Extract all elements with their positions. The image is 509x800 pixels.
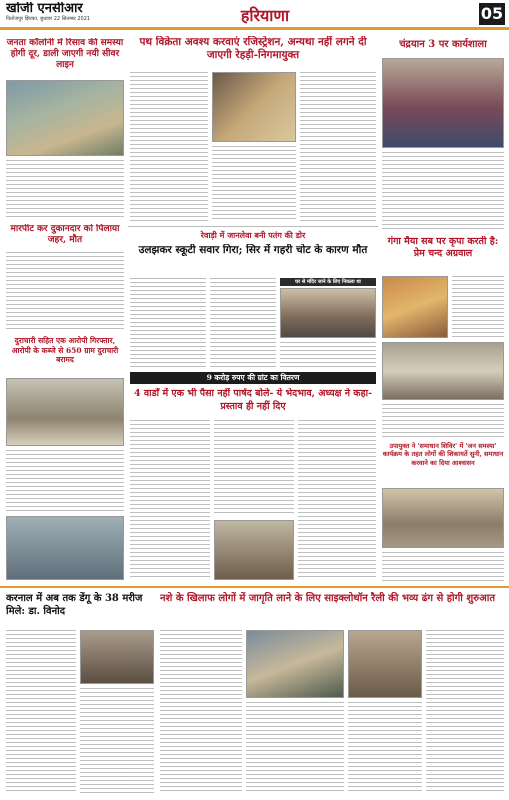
body-text-wards-col3 [298, 420, 376, 580]
divider [128, 226, 378, 227]
photo-meeting [246, 630, 344, 698]
kicker-kite-string: रेवाड़ी में जानलेवा बनी पतंग की डोर [200, 230, 306, 240]
body-text-vendors-col3 [300, 72, 376, 222]
photo-police-arrest [6, 378, 124, 446]
headline-ward-funds: 4 वार्डों में एक भी पैसा नहीं पार्षद बोले- ये भेदभाव, अध्यक्ष ने कहा- प्रस्ताव ही नहीं दिए [133, 388, 373, 412]
body-text-sewer [6, 160, 124, 220]
headline-sewer: जनता कॉलोनी में रिसाव की समस्या होगी दूर, डाली जाएगी नयी सीवर लाइन [6, 38, 124, 70]
photo-left-bottom [6, 516, 124, 580]
photo-religious-event [382, 276, 448, 338]
photo-officials [348, 630, 422, 698]
headline-arrest: दुराचारी सहित एक आरोपी गिरफ्तार, आरोपी के कब्जे से 650 ग्राम दुराचारी बरामद [11, 336, 119, 364]
masthead [0, 0, 509, 30]
headline-street-vendors: पथ विक्रेता अवश्य करवाएं रजिस्ट्रेशन, अन्यथा नहीं लगने दी जाएगी रेहड़ी-निगमायुक्त [139, 36, 367, 61]
body-text-samadhan [382, 552, 504, 582]
body-text-chandrayaan [382, 152, 504, 232]
headline-samadhan-camp: उपायुक्त ने 'समाधान शिविर' में 'जन समस्या' कार्यक्रम के तहत लोगों की शिकायतें सुनी, समाधान करवाने का दिया आश्वासन [382, 442, 504, 467]
page-number: 05 [480, 4, 504, 23]
headline-ganga-maiya: गंगा मैया सब पर कृपा करती है: प्रेम चन्द अग्रवाल [387, 236, 499, 259]
kicker-grant-distribution: 9 करोड़ रुपए की ग्रांट का वितरण [130, 372, 376, 384]
body-text-kite-col1 [130, 278, 206, 368]
body-text-dengue-col2 [80, 688, 154, 794]
body-text-shopkeeper [6, 252, 124, 330]
photo-councillor [214, 520, 294, 580]
photo-doctor [80, 630, 154, 684]
body-text-kite-col3 [280, 342, 376, 368]
body-text-vendors-col1 [130, 72, 208, 222]
headline-dengue: करनाल में अब तक डेंगू के 38 मरीज मिले: डा. विनोद [6, 593, 143, 617]
headline-shopkeeper: मारपीट कर दुकानदार को पिलाया जहर, मौत [10, 224, 120, 245]
body-text-kite-col2 [210, 278, 276, 368]
orange-divider [0, 586, 509, 588]
body-text-ganga-col2 [382, 404, 504, 438]
section-title: हरियाणा [240, 6, 290, 25]
photo-colony-visit [6, 80, 124, 156]
headline-chandrayaan: चंद्रयान 3 पर कार्यशाला [399, 39, 487, 50]
body-text-cyclothon-col4 [426, 630, 504, 794]
headline-cyclothon: नशे के खिलाफ लोगों में जागृति लाने के लिए साइक्लोथॉन रैली की भव्य ढंग से होगी शुरुआत [160, 593, 496, 604]
body-text-cyclothon-col3 [348, 702, 422, 794]
photo-gathering [382, 342, 504, 400]
photo-students-workshop [382, 58, 504, 148]
headline-scooter-accident: उलझकर स्कूटी सवार गिरा; सिर में गहरी चोट के कारण मौत [138, 244, 368, 256]
photo-caption-temple: घर से मंदिर जाने के लिए निकला था [280, 278, 376, 286]
body-text-cyclothon-col1 [160, 630, 242, 794]
photo-vendor-inspection [212, 72, 296, 142]
body-text-dengue-col1 [6, 630, 76, 794]
body-text-wards-col1 [130, 420, 210, 580]
dateline: फिरोजपुर झिरका, बुधवार 22 सितम्बर 2021 [6, 16, 91, 22]
masthead-brand-block [6, 2, 146, 28]
body-text-vendors-col2 [212, 146, 296, 222]
body-text-cyclothon-col2 [246, 702, 344, 794]
photo-victim [280, 288, 376, 338]
photo-dc-hearing [382, 488, 504, 548]
body-text-ganga-col1 [452, 276, 504, 338]
body-text-arrest [6, 450, 124, 512]
newspaper-brand: खोजी एनसीआर [6, 2, 83, 16]
body-text-wards-col2 [214, 420, 294, 516]
